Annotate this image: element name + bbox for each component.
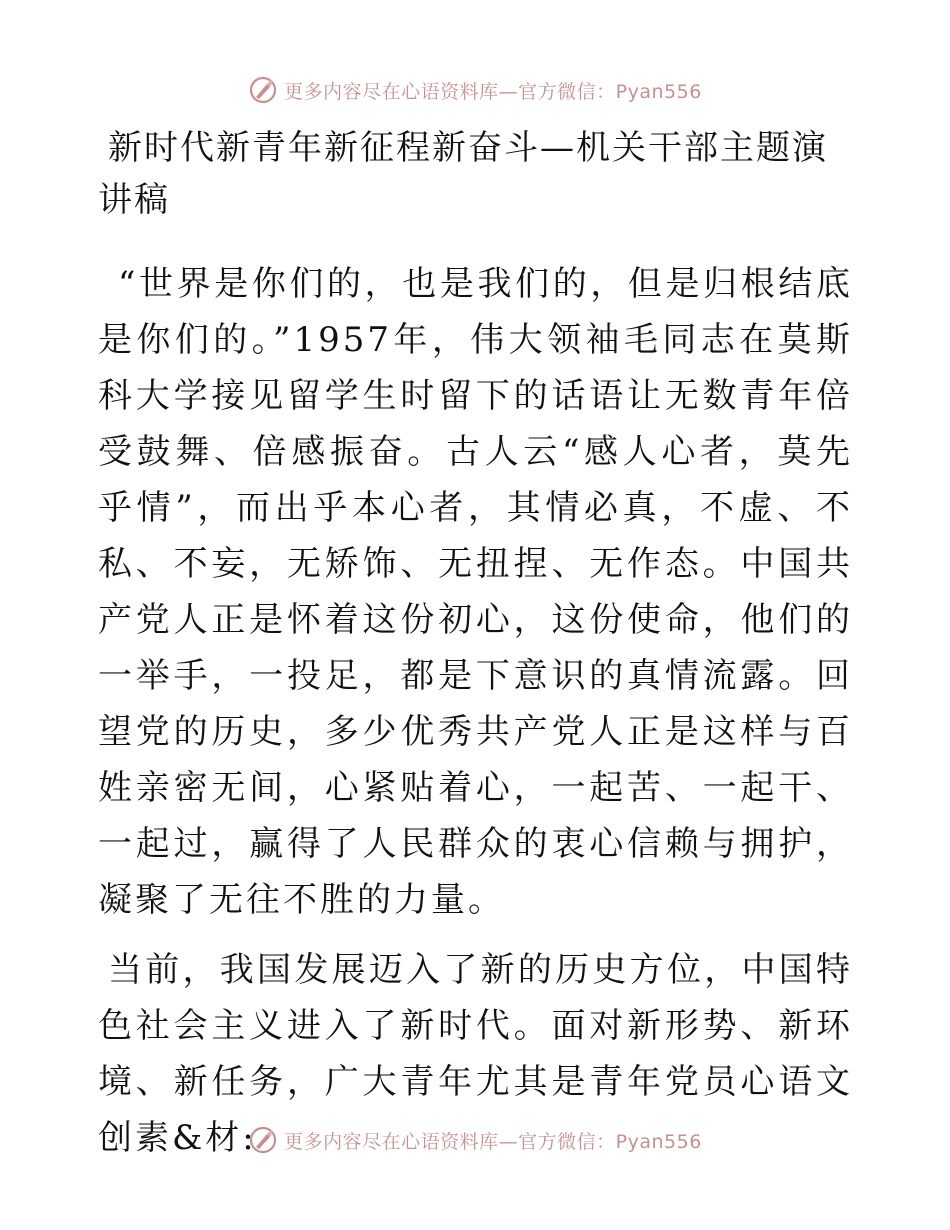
watermark-text: 更多内容尽在心语资料库—官方微信：Pyan556 (284, 1130, 702, 1153)
paragraph: 当前，我国发展迈入了新的历史方位，中国特色社会主义进入了新时代。面对新形势、新环境、新任务，广大青年尤其是青年党员心语文创素&材: (98, 950, 853, 1158)
pen-logo-icon (248, 1125, 278, 1155)
watermark-text: 更多内容尽在心语资料库—官方微信：Pyan556 (284, 80, 702, 103)
paragraph: “世界是你们的，也是我们的，但是归根结底是你们的。”1957年，伟大领袖毛同志在莫斯科大学接见留学生时留下的话语让无数青年倍受鼓舞、倍感振奋。古人云“感人心者，莫先乎情”，而出乎本心者，其情必真，不虚、不私、不妄，无矫饰、无扭捏、无作态。中国共产党人正是怀着这份初心，这份使命，他们的一举手，一投足，都是下意识的真情流露。回望党的历史，多少优秀共产党人正是这样与百姓亲密无间，心紧贴着心，一起苦、一起干、一起过，赢得了人民群众的衷心信赖与拥护，凝聚了无往不胜的力量。 (98, 264, 853, 920)
document-title: 新时代新青年新征程新奋斗—机关干部主题演讲稿 (98, 128, 828, 220)
footer-watermark (0, 1122, 950, 1158)
header-watermark (0, 72, 950, 108)
document-body (98, 122, 853, 1166)
pen-logo-icon (248, 75, 278, 105)
